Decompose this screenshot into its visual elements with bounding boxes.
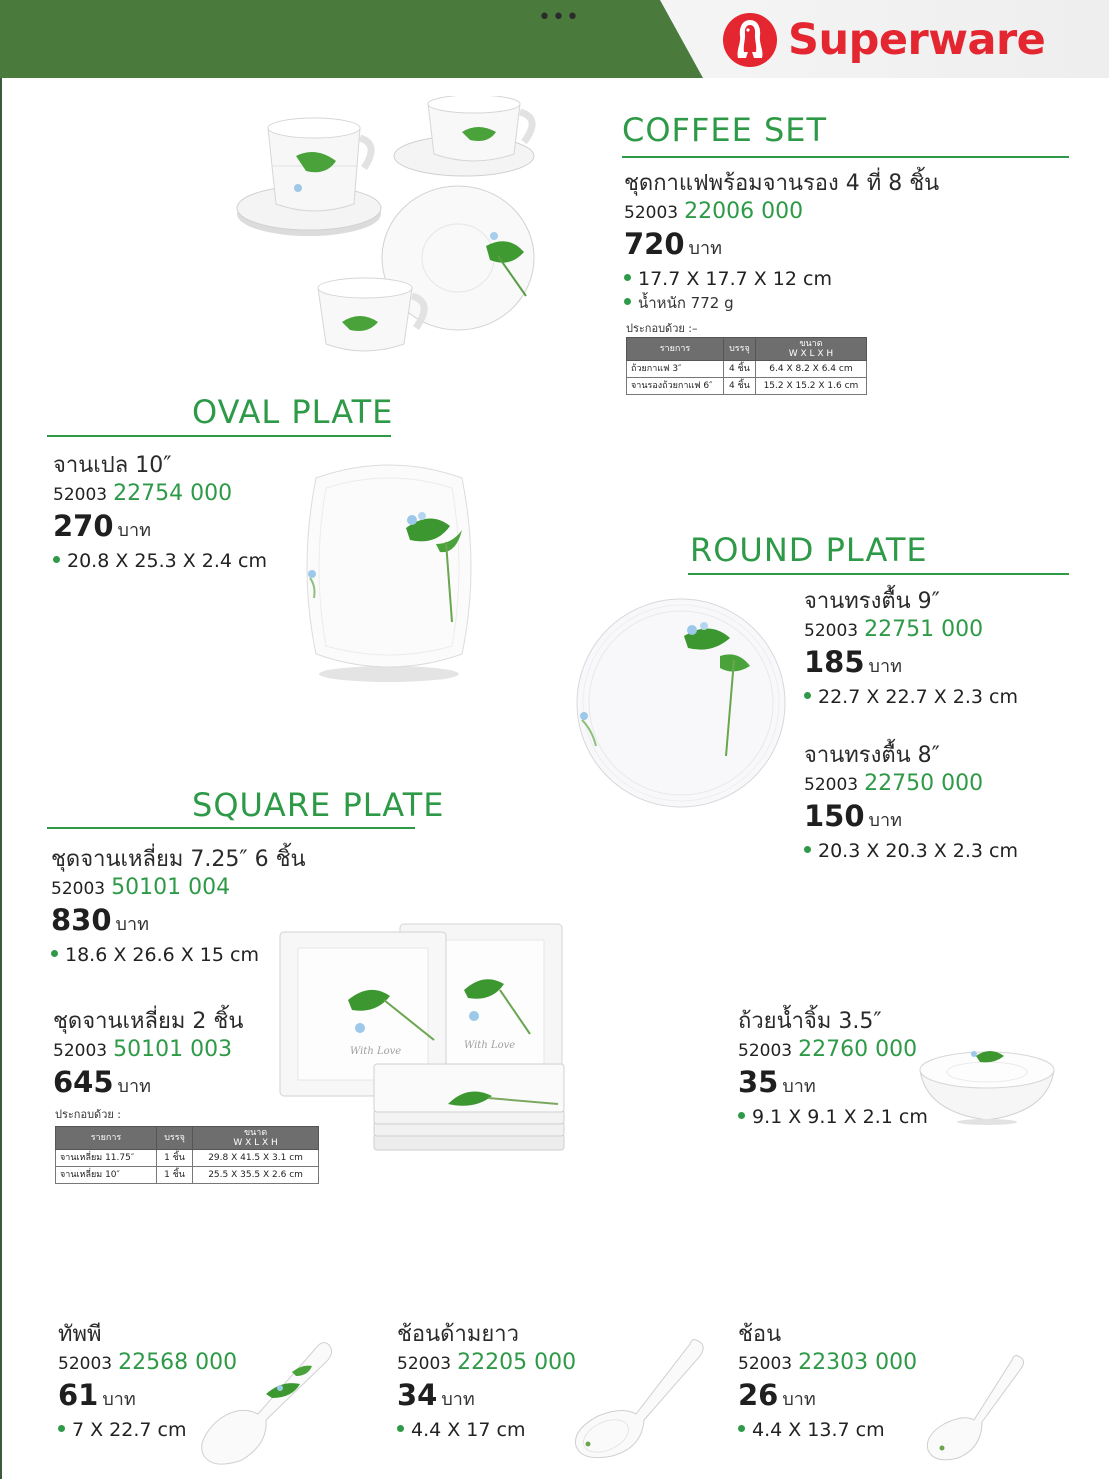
product-price: 34 บาท bbox=[397, 1378, 475, 1412]
bullet-icon bbox=[738, 1112, 745, 1119]
coffee-set-title: COFFEE SET bbox=[622, 111, 828, 149]
oval-plate-item bbox=[53, 452, 267, 574]
table-header-row: รายการ บรรจุ ขนาด W X L X H bbox=[56, 1127, 319, 1150]
plate-script-text: With Love bbox=[464, 1040, 516, 1051]
left-border bbox=[0, 78, 2, 1479]
coffee-set-item bbox=[624, 170, 939, 314]
product-name: จานเปล 10″ bbox=[53, 453, 172, 478]
product-name: ทัพพี bbox=[58, 1322, 102, 1347]
product-code: 52003 22754 000 bbox=[53, 481, 233, 506]
product-name: ถ้วยน้ำจิ้ม 3.5″ bbox=[738, 1009, 882, 1034]
long-spoon-image bbox=[572, 1336, 710, 1462]
code-prefix: 52003 bbox=[624, 203, 679, 223]
product-code: 52003 22751 000 bbox=[804, 617, 984, 642]
code-suffix: 22006 000 bbox=[684, 199, 804, 224]
square-plate-6pc-item bbox=[51, 846, 306, 968]
spoon-item bbox=[738, 1321, 917, 1443]
table-row: จานเหลี่ยม 10″ 1 ชิ้น 25.5 X 35.5 X 2.6 cm bbox=[56, 1167, 319, 1184]
product-name: จานทรงตื้น 8″ bbox=[804, 743, 940, 768]
bullet-icon bbox=[804, 846, 811, 853]
coffee-spec-table bbox=[626, 337, 867, 395]
product-dimensions: 18.6 X 26.6 X 15 cm bbox=[51, 942, 306, 968]
spoon-image bbox=[924, 1352, 1028, 1464]
sauce-bowl-item bbox=[738, 1008, 928, 1130]
product-code bbox=[624, 198, 939, 227]
product-price: 26 บาท bbox=[738, 1378, 816, 1412]
long-spoon-item bbox=[397, 1321, 576, 1443]
menu-dots-icon[interactable]: ••• bbox=[538, 5, 580, 30]
bullet-icon bbox=[51, 950, 58, 957]
square-plate-title: SQUARE PLATE bbox=[192, 786, 445, 824]
product-code: 52003 50101 003 bbox=[53, 1037, 233, 1062]
round-plate-8-item bbox=[804, 742, 1018, 864]
table-header-row: รายการ บรรจุ ขนาด W X L X H bbox=[627, 338, 867, 361]
bullet-icon bbox=[624, 274, 631, 281]
product-name: ชุดจานเหลี่ยม 7.25″ 6 ชิ้น bbox=[51, 847, 306, 872]
product-name: ช้อนด้ามยาว bbox=[397, 1322, 519, 1347]
square-plate-image bbox=[278, 920, 568, 1160]
ladle-image bbox=[196, 1338, 336, 1468]
product-weight: น้ำหนัก 772 g bbox=[624, 292, 939, 314]
oval-plate-underline bbox=[47, 435, 391, 437]
sauce-bowl-image bbox=[914, 1040, 1060, 1126]
plate-script-text: With Love bbox=[350, 1046, 402, 1057]
product-name: จานทรงตื้น 9″ bbox=[804, 589, 940, 614]
table-row: จานเหลี่ยม 11.75″ 1 ชิ้น 29.8 X 41.5 X 3.1 cm bbox=[56, 1150, 319, 1167]
product-code: 52003 22303 000 bbox=[738, 1350, 918, 1375]
product-code: 52003 22760 000 bbox=[738, 1037, 918, 1062]
round-plate-title: ROUND PLATE bbox=[690, 531, 928, 569]
brand-name: Superware bbox=[788, 15, 1046, 65]
product-dimensions: 20.3 X 20.3 X 2.3 cm bbox=[804, 838, 1018, 864]
bullet-icon bbox=[53, 556, 60, 563]
price-value: 720 bbox=[624, 227, 685, 261]
product-dimensions: 4.4 X 17 cm bbox=[397, 1417, 576, 1443]
square-plate-2pc-item bbox=[53, 1008, 243, 1104]
oval-plate-title: OVAL PLATE bbox=[192, 393, 394, 431]
product-name: ชุดจานเหลี่ยม 2 ชิ้น bbox=[53, 1009, 244, 1034]
product-dimensions: 9.1 X 9.1 X 2.1 cm bbox=[738, 1104, 928, 1130]
product-code: 52003 50101 004 bbox=[51, 875, 231, 900]
bullet-icon bbox=[804, 692, 811, 699]
square-plate-underline bbox=[47, 827, 415, 829]
coffee-set-image bbox=[236, 96, 546, 361]
product-price: 61 บาท bbox=[58, 1378, 136, 1412]
product-dimensions: 20.8 X 25.3 X 2.4 cm bbox=[53, 548, 267, 574]
product-code: 52003 22205 000 bbox=[397, 1350, 577, 1375]
product-code: 52003 22750 000 bbox=[804, 771, 984, 796]
price-unit: บาท bbox=[688, 238, 722, 259]
oval-plate-image bbox=[296, 458, 482, 684]
product-name: ชุดกาแฟพร้อมจานรอง 4 ที่ 8 ชิ้น bbox=[624, 171, 940, 196]
bullet-icon bbox=[58, 1425, 65, 1432]
round-plate-underline bbox=[688, 573, 1069, 575]
product-dimensions: 17.7 X 17.7 X 12 cm bbox=[624, 266, 939, 292]
product-dimensions: 4.4 X 13.7 cm bbox=[738, 1417, 917, 1443]
product-price: 645 บาท bbox=[53, 1065, 151, 1099]
square-consist-label: ประกอบด้วย : bbox=[55, 1108, 122, 1121]
product-price: 270 บาท bbox=[53, 509, 151, 543]
table-row: ถ้วยกาแฟ 3″ 4 ชิ้น 6.4 X 8.2 X 6.4 cm bbox=[627, 361, 867, 378]
bullet-icon bbox=[738, 1425, 745, 1432]
product-dimensions: 22.7 X 22.7 X 2.3 cm bbox=[804, 684, 1018, 710]
product-code: 52003 22568 000 bbox=[58, 1350, 238, 1375]
product-price: 35 บาท bbox=[738, 1065, 816, 1099]
product-dimensions: 7 X 22.7 cm bbox=[58, 1417, 237, 1443]
round-plate-image bbox=[574, 596, 788, 810]
penguin-logo-icon bbox=[722, 12, 778, 68]
product-price: 150 บาท bbox=[804, 799, 902, 833]
table-row: จานรองถ้วยกาแฟ 6″ 4 ชิ้น 15.2 X 15.2 X 1.6 cm bbox=[627, 378, 867, 395]
product-price: 185 บาท bbox=[804, 645, 902, 679]
coffee-set-underline bbox=[622, 156, 1069, 158]
coffee-consist-label: ประกอบด้วย :– bbox=[626, 322, 698, 335]
product-name: ช้อน bbox=[738, 1322, 782, 1347]
bullet-icon bbox=[397, 1425, 404, 1432]
bullet-icon bbox=[624, 298, 631, 305]
brand-logo bbox=[722, 12, 1045, 68]
round-plate-9-item bbox=[804, 588, 1018, 710]
product-price bbox=[624, 227, 939, 266]
product-price: 830 บาท bbox=[51, 903, 149, 937]
